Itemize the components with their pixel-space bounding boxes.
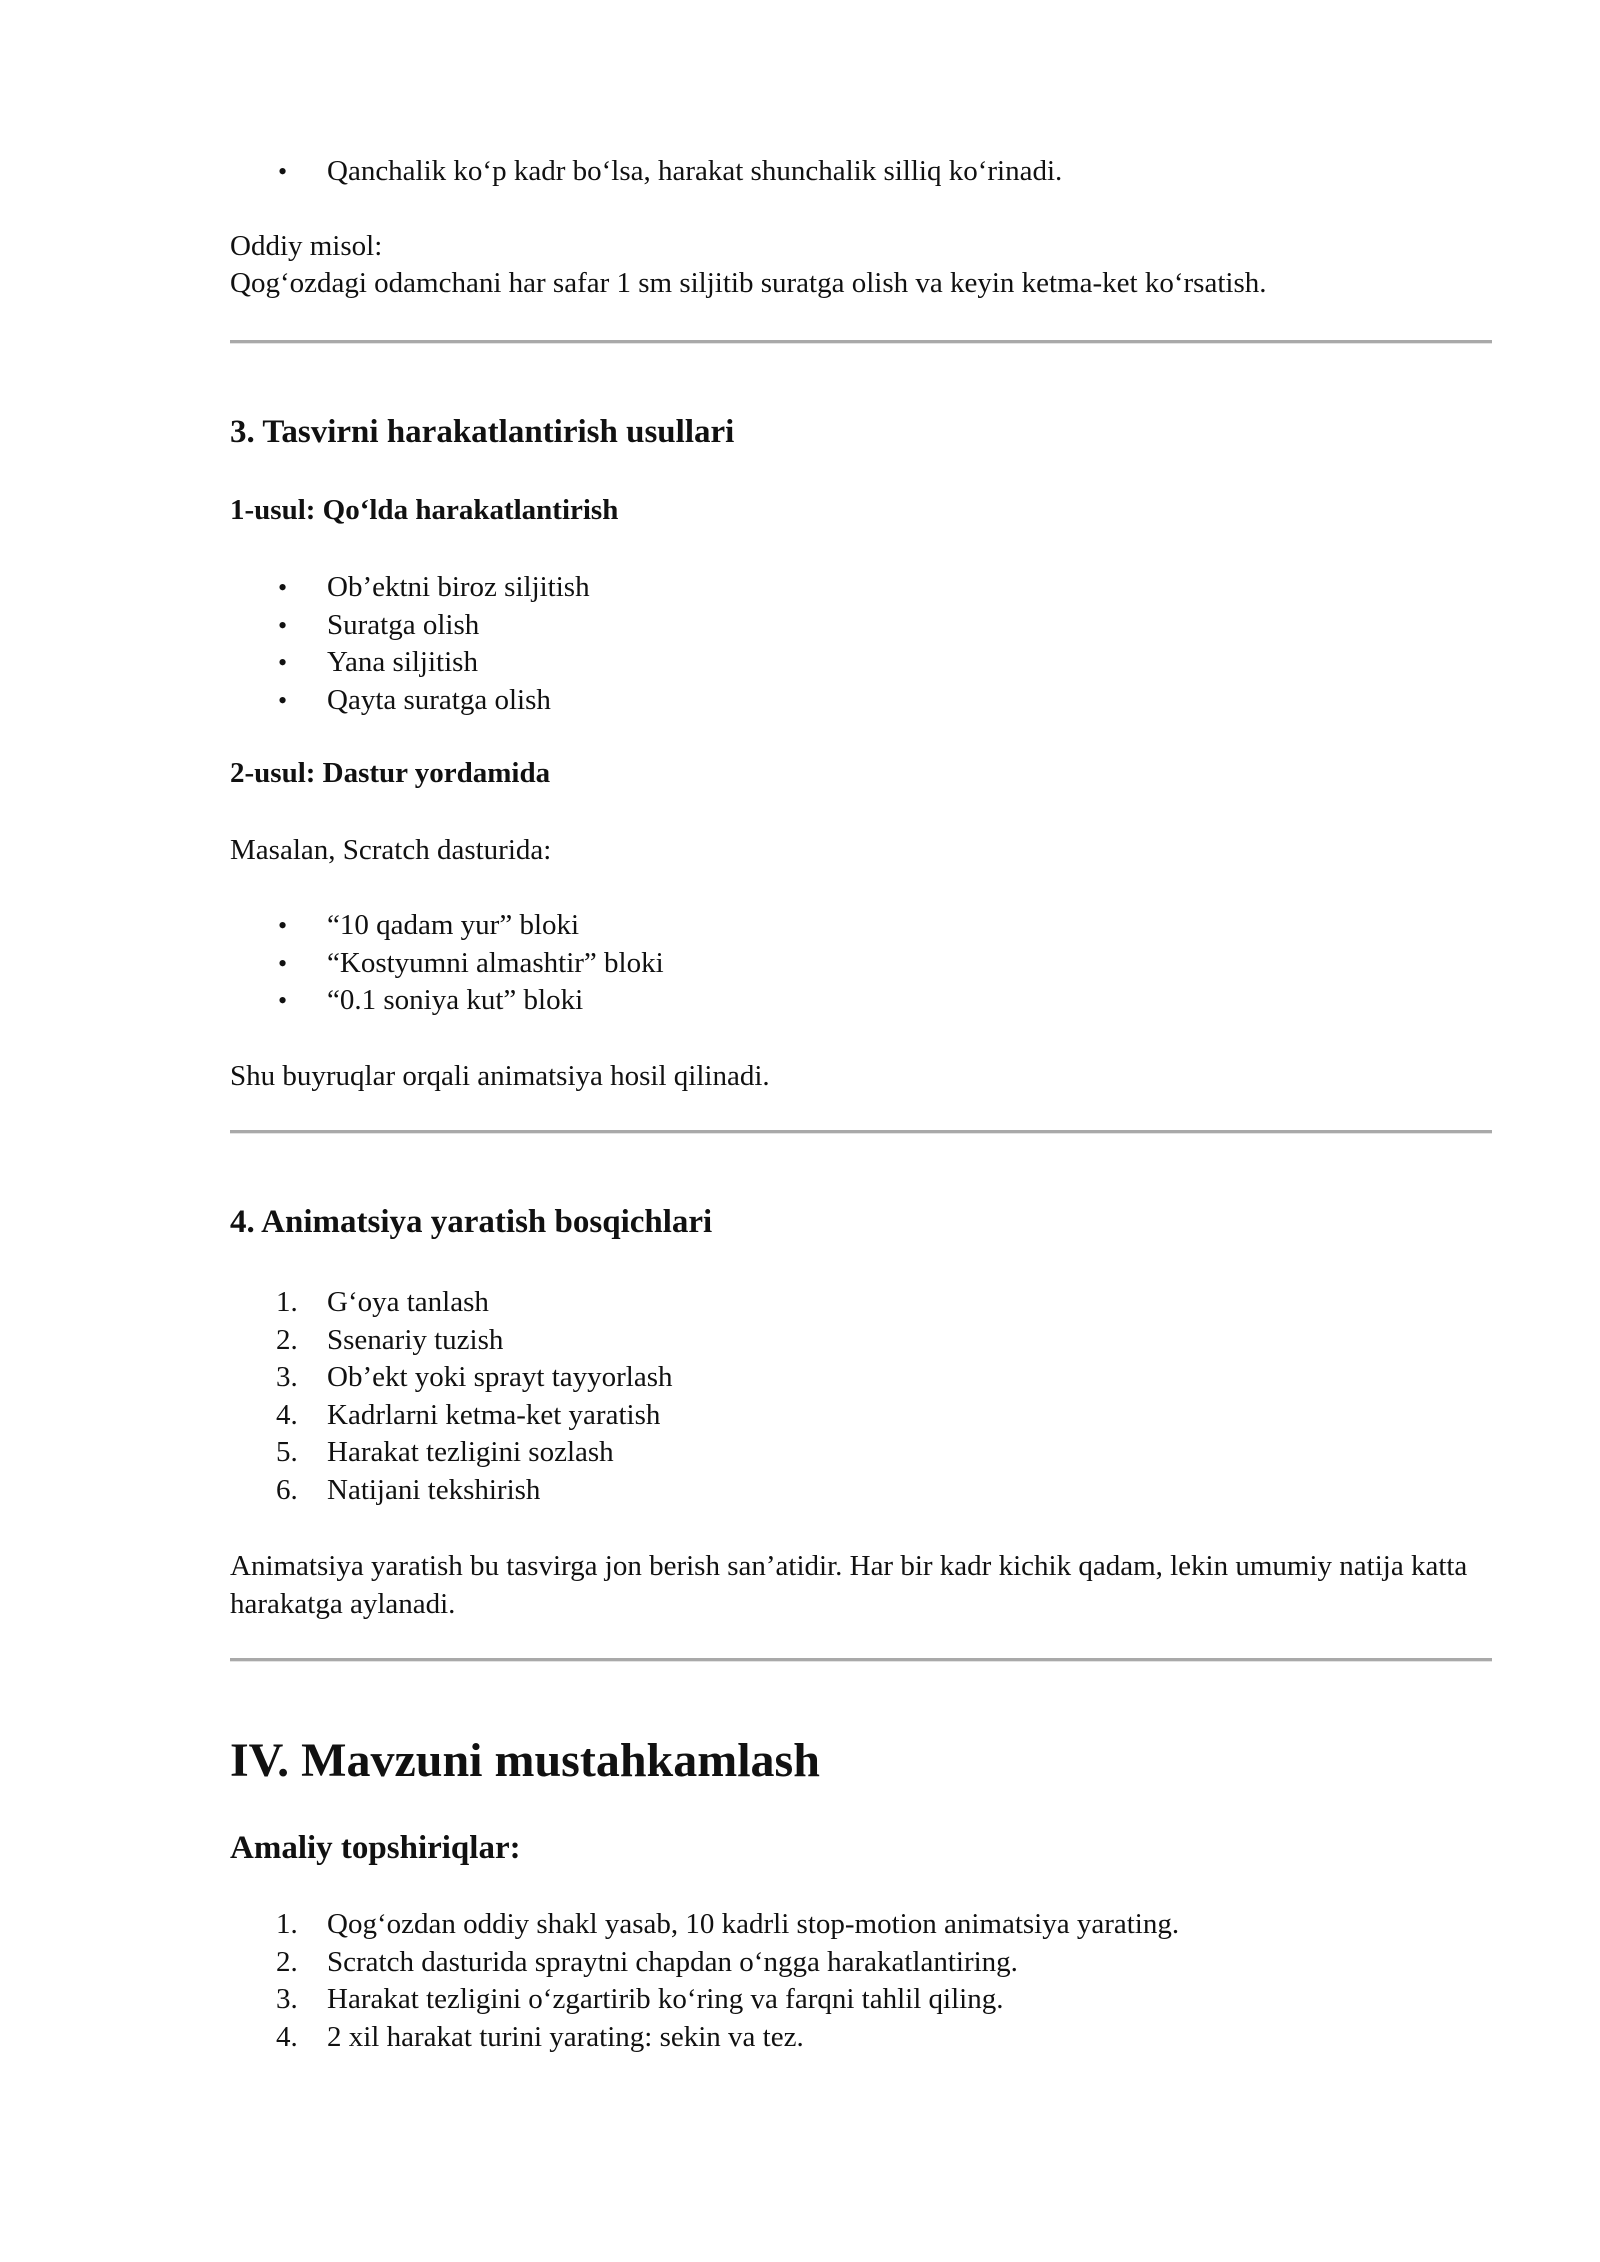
- list-item: [230, 1284, 673, 1322]
- list-item: [230, 1359, 673, 1397]
- list-item-text: Ob’ektni biroz siljitish: [327, 571, 590, 603]
- list-item-text: Qayta suratga olish: [327, 683, 551, 716]
- list-item: [230, 1434, 673, 1472]
- list-item: [230, 644, 590, 682]
- bullet-marker: •: [278, 157, 288, 186]
- list-item-text: Ssenariy tuzish: [327, 1323, 504, 1356]
- list-item-text: Natijani tekshirish: [327, 1473, 541, 1506]
- list-item: [230, 569, 590, 607]
- list-item-text: Qanchalik ko‘p kadr bo‘lsa, harakat shunchalik silliq ko‘rinadi.: [327, 155, 1063, 187]
- tasks-list: [230, 1906, 1179, 2056]
- example-label: Oddiy misol:: [230, 230, 383, 262]
- section-iv-subheading: Amaliy topshiriqlar:: [230, 1830, 521, 1866]
- section-4-summary: Animatsiya yaratish bu tasvirga jon berish san’atidir. Har bir kadr kichik qadam, lekin umumiy natija katta harakatga aylanadi.: [230, 1550, 1468, 1620]
- list-number: 6.: [276, 1473, 298, 1506]
- bullet-marker: •: [278, 573, 288, 602]
- list-item-text: Kadrlarni ketma-ket yaratish: [327, 1398, 661, 1431]
- method-1-list: [230, 569, 590, 719]
- list-number: 5.: [276, 1436, 298, 1468]
- divider: [230, 1658, 1492, 1662]
- section-iv-heading: IV. Mavzuni mustahkamlash: [230, 1734, 820, 1787]
- method-1-title: 1-usul: Qo‘lda harakatlantirish: [230, 494, 619, 526]
- list-number: 4.: [276, 2020, 298, 2053]
- list-item: [230, 153, 1062, 191]
- bullet-marker: •: [278, 986, 288, 1015]
- method-2-intro: Masalan, Scratch dasturida:: [230, 834, 552, 866]
- list-item: [230, 2019, 1179, 2057]
- list-item: [230, 1472, 673, 1510]
- list-item-text: Suratga olish: [327, 608, 480, 641]
- list-item-text: G‘oya tanlash: [327, 1286, 489, 1318]
- steps-list: [230, 1284, 673, 1509]
- list-item-text: “Kostyumni almashtir” bloki: [327, 946, 664, 979]
- list-number: 3.: [276, 1361, 298, 1393]
- list-number: 1.: [276, 1286, 298, 1318]
- method-2-title: 2-usul: Dastur yordamida: [230, 757, 551, 789]
- list-number: 1.: [276, 1908, 298, 1940]
- bullet-marker: •: [278, 685, 288, 715]
- method-2-conclusion: Shu buyruqlar orqali animatsiya hosil qilinadi.: [230, 1060, 770, 1092]
- section-3-heading: 3. Tasvirni harakatlantirish usullari: [230, 414, 735, 450]
- list-item: [230, 1906, 1179, 1944]
- divider: [230, 1130, 1492, 1134]
- list-item: [230, 982, 664, 1020]
- list-item: [230, 1981, 1179, 2019]
- list-item: [230, 1944, 1179, 1982]
- list-item-text: “10 qadam yur” bloki: [327, 909, 580, 941]
- list-number: 4.: [276, 1398, 298, 1431]
- list-item-text: Ob’ekt yoki sprayt tayyorlash: [327, 1361, 673, 1393]
- section-4-heading: 4. Animatsiya yaratish bosqichlari: [230, 1204, 713, 1240]
- list-item: [230, 945, 664, 983]
- bullet-marker: •: [278, 948, 288, 978]
- list-item: [230, 1397, 673, 1435]
- bullet-marker: •: [278, 610, 288, 640]
- list-number: 3.: [276, 1983, 298, 2015]
- intro-bullet-list: [230, 153, 1062, 191]
- list-item: [230, 1322, 673, 1360]
- divider: [230, 340, 1492, 344]
- list-item-text: “0.1 soniya kut” bloki: [327, 984, 584, 1016]
- example-text: Qog‘ozdagi odamchani har safar 1 sm siljitib suratga olish va keyin ketma-ket ko‘rsatish.: [230, 267, 1267, 299]
- bullet-marker: •: [278, 911, 288, 940]
- list-number: 2.: [276, 1945, 298, 1978]
- list-item-text: Yana siljitish: [327, 646, 478, 678]
- list-item-text: Scratch dasturida spraytni chapdan o‘ngga harakatlantiring.: [327, 1945, 1018, 1978]
- method-2-list: [230, 907, 664, 1020]
- list-item: [230, 907, 664, 945]
- list-item: [230, 607, 590, 645]
- list-item-text: Harakat tezligini o‘zgartirib ko‘ring va farqni tahlil qiling.: [327, 1983, 1004, 2015]
- list-item-text: Harakat tezligini sozlash: [327, 1436, 614, 1468]
- list-item-text: Qog‘ozdan oddiy shakl yasab, 10 kadrli stop-motion animatsiya yarating.: [327, 1908, 1180, 1940]
- list-item: [230, 682, 590, 720]
- bullet-marker: •: [278, 648, 288, 677]
- list-item-text: 2 xil harakat turini yarating: sekin va tez.: [327, 2020, 804, 2053]
- list-number: 2.: [276, 1323, 298, 1356]
